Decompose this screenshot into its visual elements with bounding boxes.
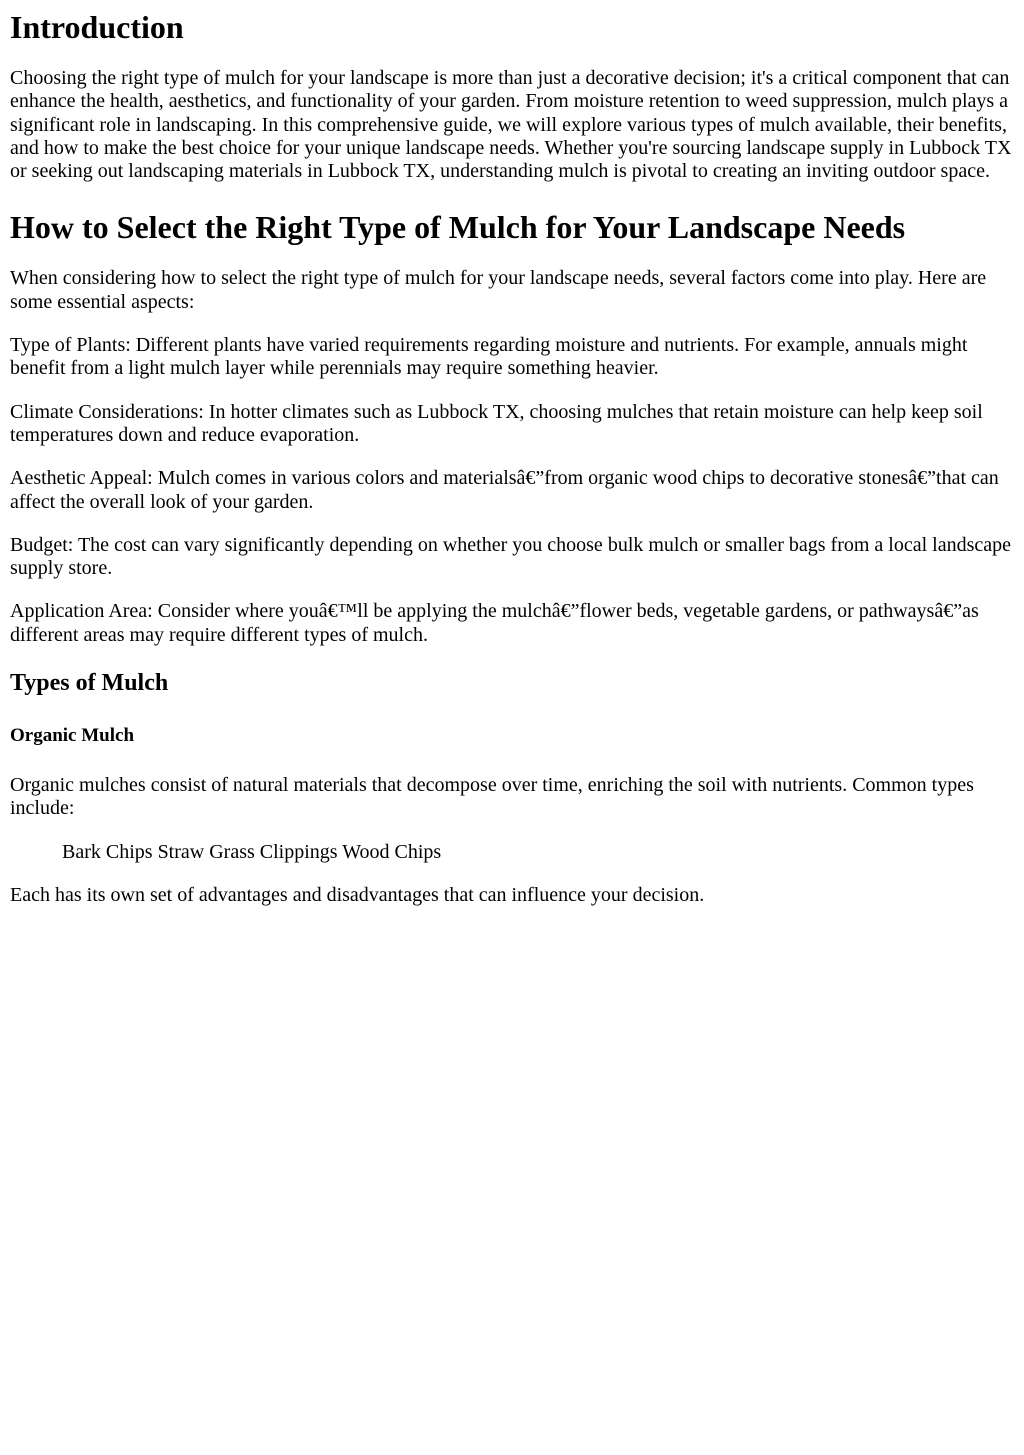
organic-mulch-closing: Each has its own set of advantages and disadvantages that can influence your decision. (10, 883, 705, 906)
list-item: Straw (157, 840, 205, 863)
list-item: Grass Clippings (209, 840, 338, 863)
factor-climate: Climate Considerations: In hotter climates such as Lubbock TX, choosing mulches that retain moisture can help keep soil temperatures down and reduce evaporation. (10, 400, 983, 446)
article (0, 9, 1024, 907)
intro-paragraph: Choosing the right type of mulch for your landscape is more than just a decorative decision; it's a critical component that can enhance the health, aesthetics, and functionality of your garden. From moisture retention to weed suppression, mulch plays a significant role in landscaping. In this comprehensive guide, we will explore various types of mulch available, their benefits, and how to make the best choice for your unique landscape needs. Whether you're sourcing landscape supply in Lubbock TX or seeking out landscaping materials in Lubbock TX, understanding mulch is pivotal to creating an inviting outdoor space. (10, 67, 1012, 183)
organic-mulch-paragraph: Organic mulches consist of natural materials that decompose over time, enriching the soil with nutrients. Common types include: (10, 774, 974, 820)
factor-application-area: Application Area: Consider where youâ€™ll be applying the mulchâ€”flower beds, vegetable gardens, or pathwaysâ€”as different areas may require different types of mulch. (10, 600, 979, 646)
list-item: Bark Chips (62, 840, 153, 863)
factor-aesthetic: Aesthetic Appeal: Mulch comes in various colors and materialsâ€”from organic wood chips to decorative stonesâ€”that can affect the overall look of your garden. (10, 467, 999, 513)
select-lead-paragraph: When considering how to select the right type of mulch for your landscape needs, several factors come into play. Here are some essential aspects: (10, 267, 987, 313)
factor-type-of-plants: Type of Plants: Different plants have varied requirements regarding moisture and nutrients. For example, annuals might benefit from a light mulch layer while perennials may require something heavier. (10, 334, 968, 380)
organic-mulch-list (10, 841, 1014, 864)
factor-budget: Budget: The cost can vary significantly depending on whether you choose bulk mulch or smaller bags from a local landscape supply store. (10, 533, 1012, 580)
organic-mulch-heading: Organic Mulch (10, 725, 135, 747)
select-heading: How to Select the Right Type of Mulch for Your Landscape Needs (10, 209, 906, 246)
intro-heading: Introduction (10, 9, 184, 45)
list-item: Wood Chips (342, 840, 442, 863)
types-heading: Types of Mulch (10, 670, 169, 697)
